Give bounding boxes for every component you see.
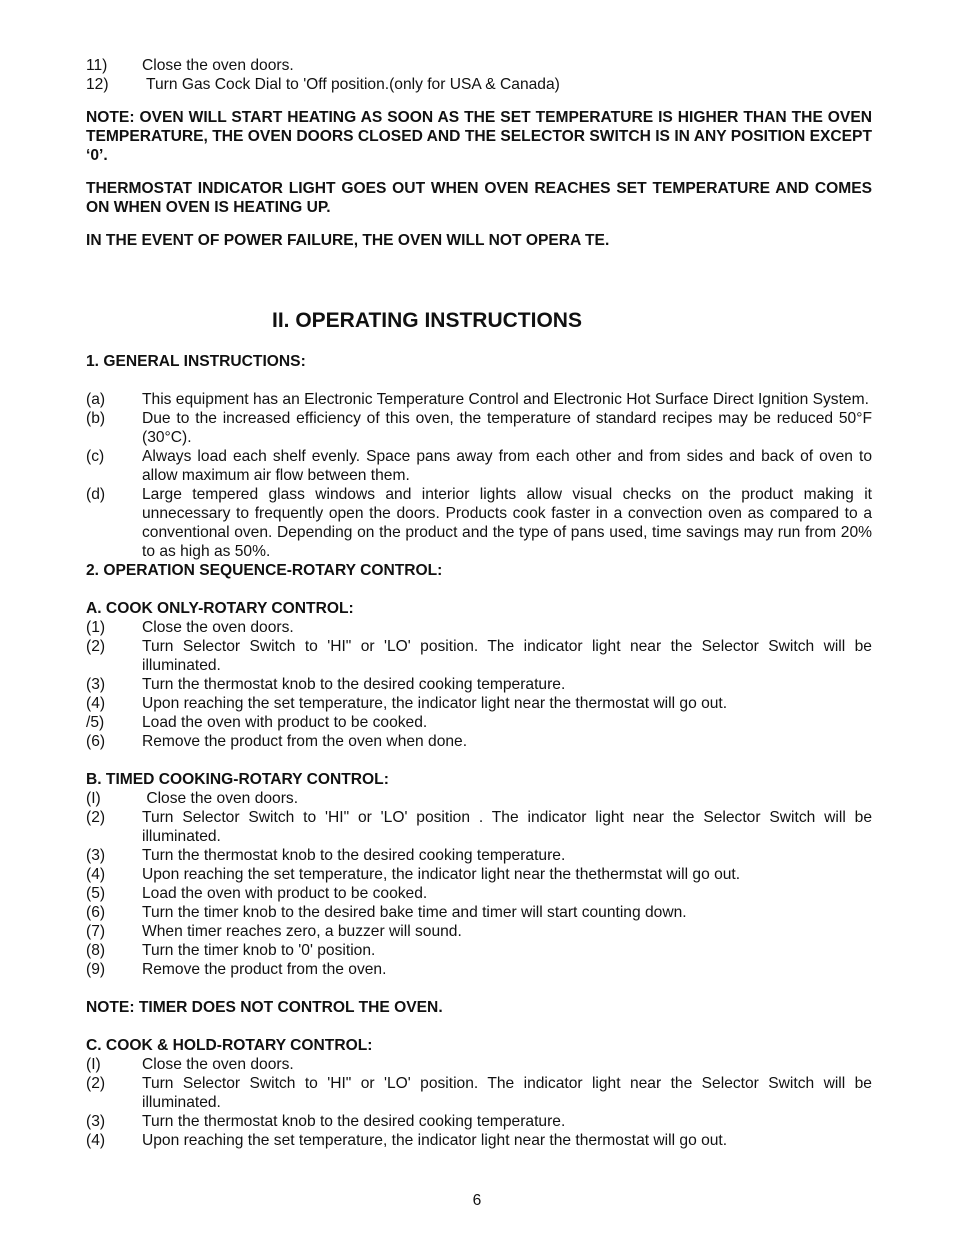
list-item xyxy=(86,1055,872,1074)
item-text: Due to the increased efficiency of this oven, the temperature of standard recipes may be reduced 50°F (30°C). xyxy=(142,410,872,446)
list-item xyxy=(86,789,872,808)
list-item xyxy=(86,56,872,75)
intro-list xyxy=(86,56,872,94)
page-number: 6 xyxy=(472,1192,482,1209)
list-item xyxy=(86,390,872,409)
item-number: (I) xyxy=(86,790,101,807)
item-text: When timer reaches zero, a buzzer will sound. xyxy=(142,923,462,940)
list-item xyxy=(86,409,872,447)
item-number: (4) xyxy=(86,1132,106,1149)
item-number: (4) xyxy=(86,695,106,712)
timed-cooking-heading: B. TIMED COOKING-ROTARY CONTROL: xyxy=(86,771,389,788)
item-number: (6) xyxy=(86,733,106,750)
list-item xyxy=(86,618,872,637)
item-number: (7) xyxy=(86,923,106,940)
item-text: Turn Selector Switch to 'HI" or 'LO' position . The indicator light near the Selector Switch will be illuminated. xyxy=(142,809,872,845)
item-number: (4) xyxy=(86,866,106,883)
item-number: (6) xyxy=(86,904,106,921)
item-text: Turn the timer knob to '0' position. xyxy=(142,942,376,959)
item-text: Upon reaching the set temperature, the indicator light near the thermostat will go out. xyxy=(142,1132,728,1149)
item-text: Remove the product from the oven when done. xyxy=(142,733,468,750)
item-text: Turn Selector Switch to 'HI" or 'LO' position. The indicator light near the Selector Switch will be illuminated. xyxy=(142,638,872,674)
list-item xyxy=(86,675,872,694)
list-item xyxy=(86,485,872,561)
item-text: Large tempered glass windows and interior lights allow visual checks on the product making it unnecessary to frequently open the doors. Products cook faster in a convection oven as compared to a conventional oven. Depending on the product and the type of pans used, time savings may run from 20% to as high as 50%. xyxy=(142,486,872,560)
item-text: Turn the thermostat knob to the desired cooking temperature. xyxy=(142,847,566,864)
list-item xyxy=(86,1131,872,1150)
item-text: Remove the product from the oven. xyxy=(142,961,387,978)
item-text: Load the oven with product to be cooked. xyxy=(142,714,428,731)
list-item xyxy=(86,694,872,713)
item-text: Turn Gas Cock Dial to 'Off position.(only for USA & Canada) xyxy=(142,76,560,93)
cook-only-heading: A. COOK ONLY-ROTARY CONTROL: xyxy=(86,600,354,617)
item-text: Upon reaching the set temperature, the indicator light near the thethermstat will go out. xyxy=(142,866,741,883)
item-number: (8) xyxy=(86,942,106,959)
item-number: (3) xyxy=(86,847,106,864)
item-number: 12) xyxy=(86,76,109,93)
item-number: (a) xyxy=(86,391,106,408)
item-number: /5) xyxy=(86,714,105,731)
list-item xyxy=(86,865,872,884)
item-text: Turn the thermostat knob to the desired cooking temperature. xyxy=(142,1113,566,1130)
item-number: (5) xyxy=(86,885,106,902)
item-text: This equipment has an Electronic Temperature Control and Electronic Hot Surface Direct Ignition System. xyxy=(142,391,869,408)
general-instructions-list xyxy=(86,390,872,561)
item-text: Close the oven doors. xyxy=(142,1056,294,1073)
list-item xyxy=(86,903,872,922)
section-title: II. OPERATING INSTRUCTIONS xyxy=(272,309,582,332)
item-text: Turn the timer knob to the desired bake time and timer will start counting down. xyxy=(142,904,687,921)
document-page xyxy=(86,56,872,1150)
item-text: Close the oven doors. xyxy=(142,790,299,807)
item-number: (c) xyxy=(86,448,105,465)
operation-sequence-heading: 2. OPERATION SEQUENCE-ROTARY CONTROL: xyxy=(86,562,443,579)
item-number: (I) xyxy=(86,1056,101,1073)
list-item xyxy=(86,922,872,941)
general-instructions-heading: 1. GENERAL INSTRUCTIONS: xyxy=(86,353,306,370)
oven-heating-note: NOTE: OVEN WILL START HEATING AS SOON AS THE SET TEMPERATURE IS HIGHER THAN THE OVEN TEMPERATURE, THE OVEN DOORS CLOSED AND THE SELECTOR SWITCH IS IN ANY POSITION EXCEPT ‘0’. xyxy=(86,109,872,164)
list-item xyxy=(86,75,872,94)
list-item xyxy=(86,637,872,675)
item-text: Turn the thermostat knob to the desired cooking temperature. xyxy=(142,676,566,693)
item-number: (3) xyxy=(86,1113,106,1130)
list-item xyxy=(86,713,872,732)
item-number: (2) xyxy=(86,638,106,655)
list-item xyxy=(86,1112,872,1131)
item-number: (2) xyxy=(86,809,106,826)
list-item xyxy=(86,941,872,960)
item-text: Load the oven with product to be cooked. xyxy=(142,885,428,902)
list-item xyxy=(86,960,872,979)
item-text: Close the oven doors. xyxy=(142,619,294,636)
list-item xyxy=(86,1074,872,1112)
list-item xyxy=(86,846,872,865)
item-text: Upon reaching the set temperature, the indicator light near the thermostat will go out. xyxy=(142,695,728,712)
list-item xyxy=(86,732,872,751)
power-failure-note: IN THE EVENT OF POWER FAILURE, THE OVEN WILL NOT OPERA TE. xyxy=(86,232,610,249)
list-item xyxy=(86,884,872,903)
timed-cooking-list xyxy=(86,789,872,979)
item-text: Always load each shelf evenly. Space pans away from each other and from sides and back of oven to allow maximum air flow between them. xyxy=(142,448,872,484)
item-number: 11) xyxy=(86,57,108,74)
item-number: (d) xyxy=(86,486,106,503)
list-item xyxy=(86,447,872,485)
item-number: (1) xyxy=(86,619,106,636)
list-item xyxy=(86,808,872,846)
thermostat-light-note: THERMOSTAT INDICATOR LIGHT GOES OUT WHEN OVEN REACHES SET TEMPERATURE AND COMES ON WHEN OVEN IS HEATING UP. xyxy=(86,180,872,216)
item-number: (9) xyxy=(86,961,106,978)
item-text: Turn Selector Switch to 'HI" or 'LO' position. The indicator light near the Selector Switch will be illuminated. xyxy=(142,1075,872,1111)
cook-hold-list xyxy=(86,1055,872,1150)
timer-note: NOTE: TIMER DOES NOT CONTROL THE OVEN. xyxy=(86,999,443,1016)
item-number: (2) xyxy=(86,1075,106,1092)
item-number: (3) xyxy=(86,676,106,693)
cook-hold-heading: C. COOK & HOLD-ROTARY CONTROL: xyxy=(86,1037,373,1054)
cook-only-list xyxy=(86,618,872,751)
item-text: Close the oven doors. xyxy=(142,57,294,74)
item-number: (b) xyxy=(86,410,106,427)
